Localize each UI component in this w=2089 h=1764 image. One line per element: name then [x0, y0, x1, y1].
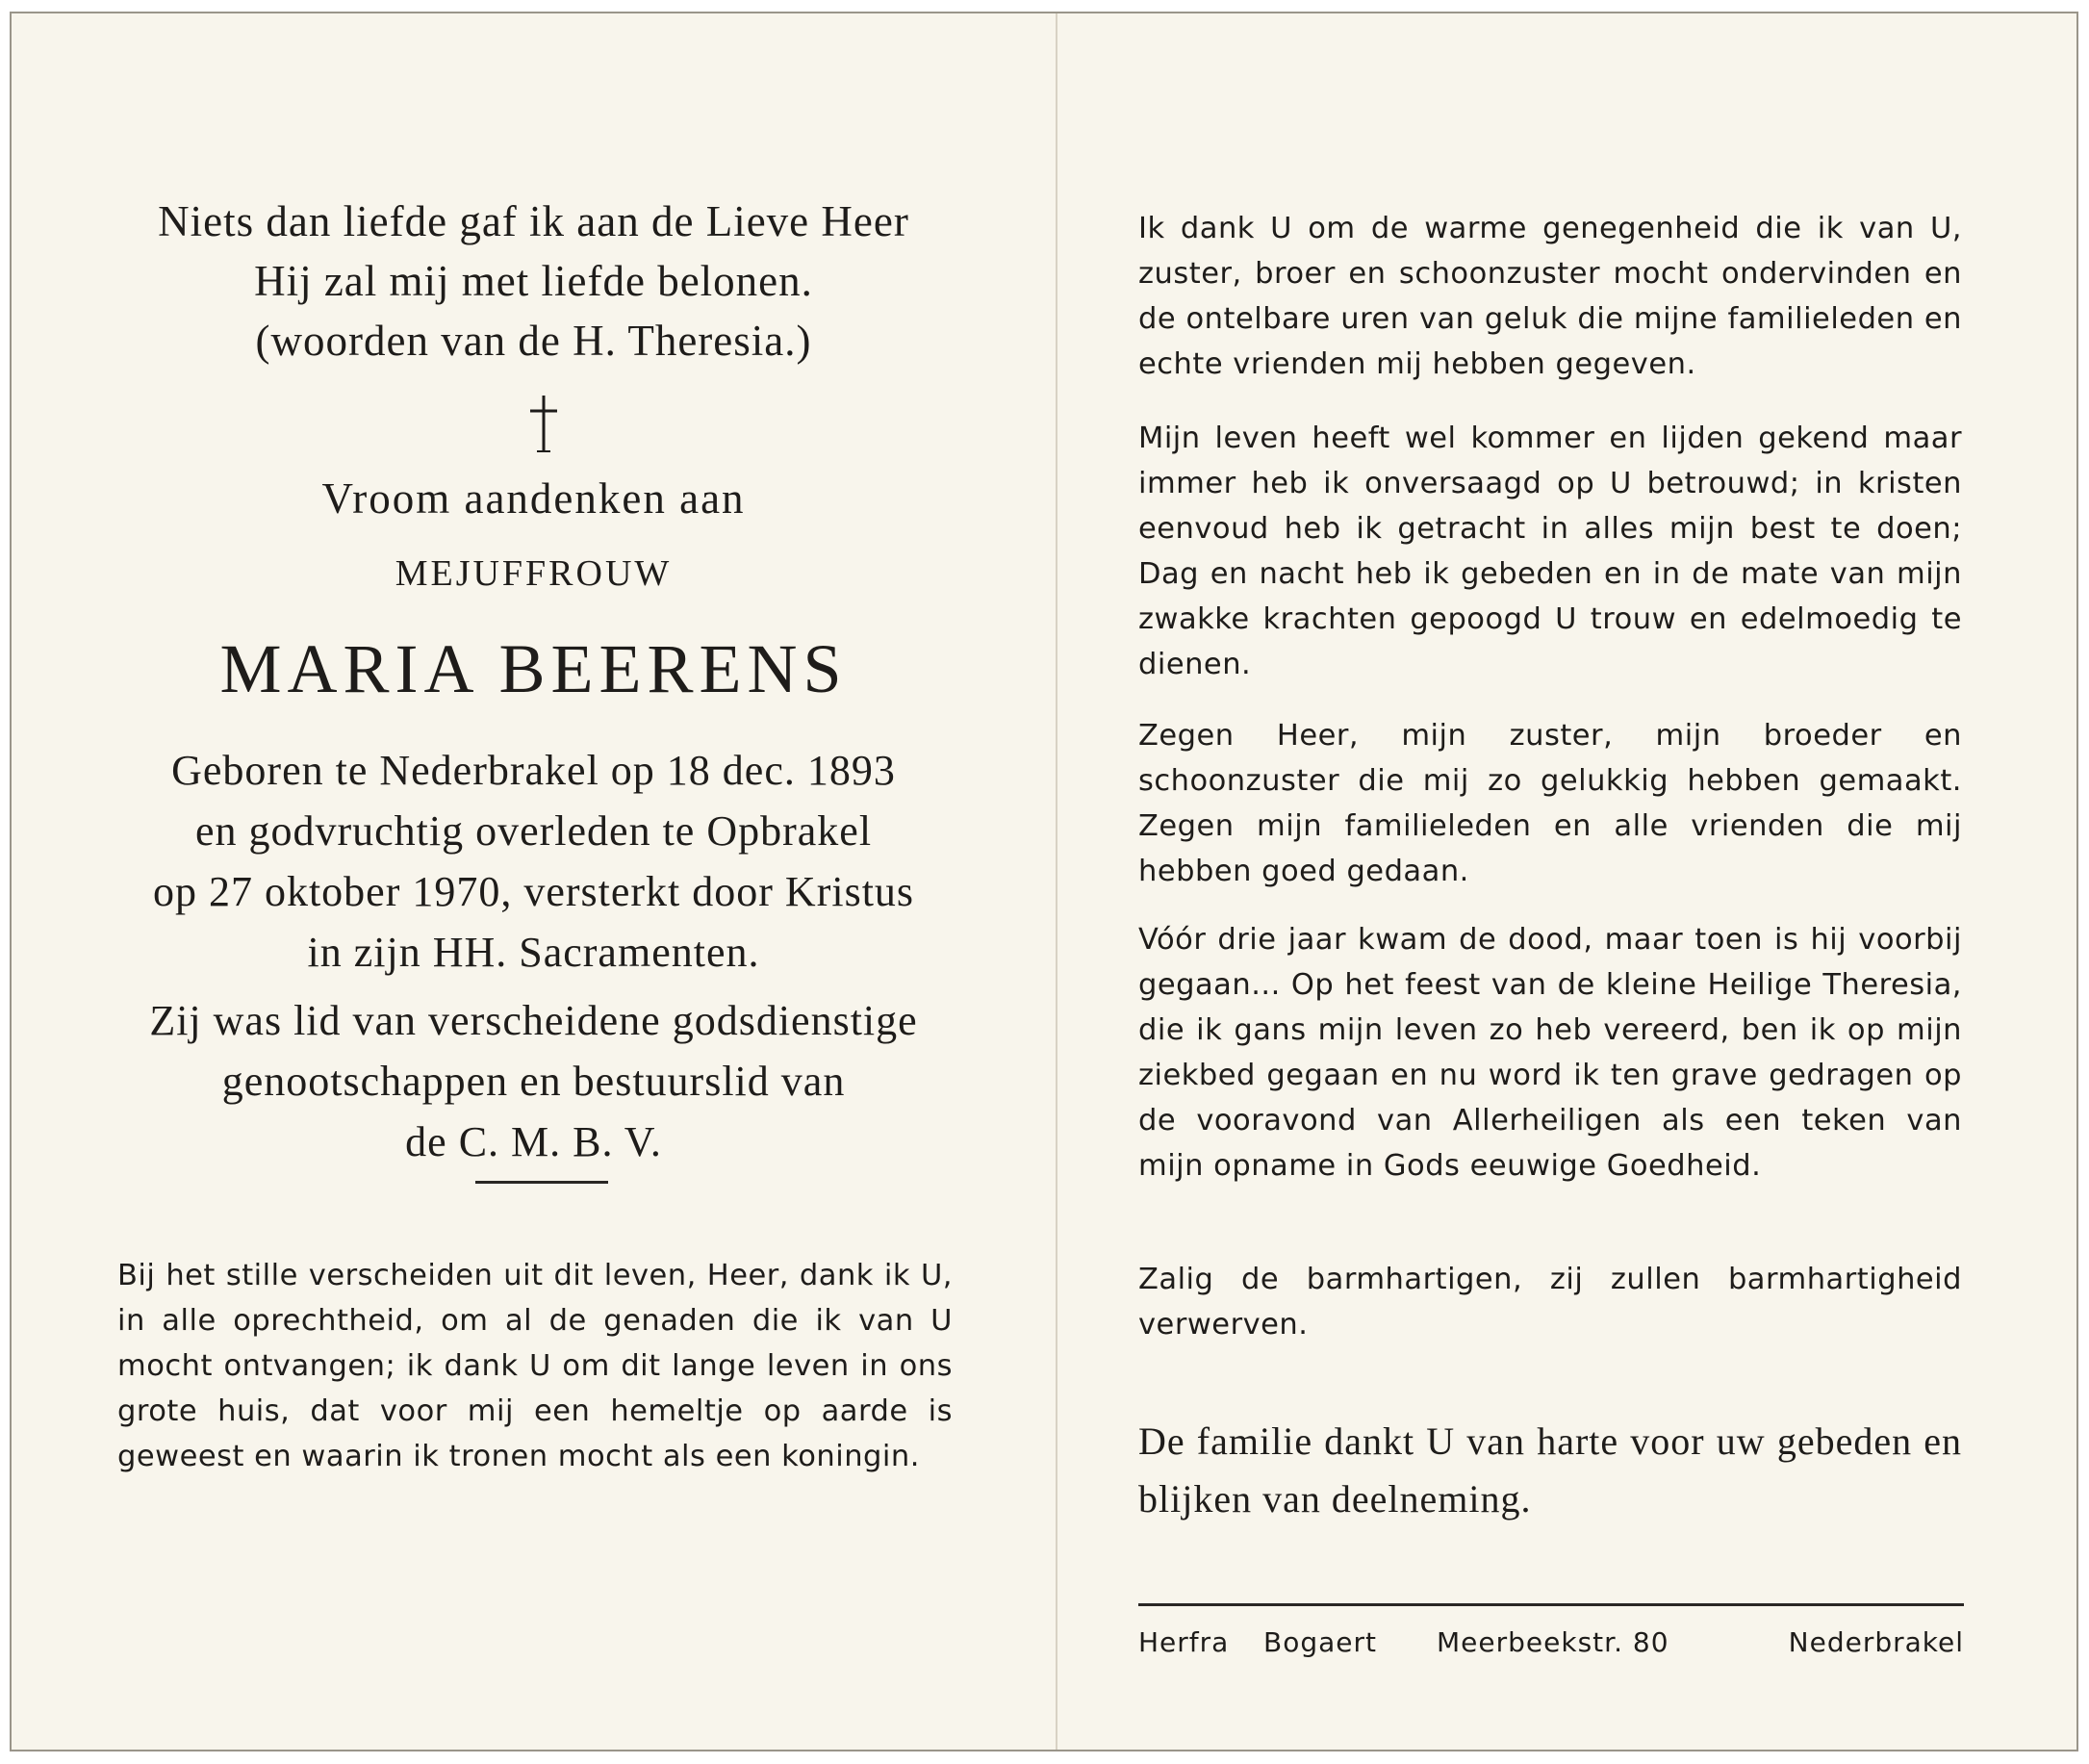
footer-divider	[1138, 1603, 1964, 1606]
birth-death-line: Geboren te Nederbrakel op 18 dec. 1893	[171, 747, 896, 794]
in-memory-line: Vroom aandenken aan	[321, 474, 746, 523]
printer-town: Nederbrakel	[1788, 1626, 1964, 1658]
card-fold	[1056, 13, 1057, 1750]
printer-street: Meerbeekstr. 80	[1437, 1626, 1669, 1658]
divider	[475, 1181, 608, 1184]
verse-line: Niets dan liefde gaf ik aan de Lieve Heer	[158, 197, 909, 245]
paragraph-death: Vóór drie jaar kwam de dood, maar toen is hij voorbij gegaan... Op het feest van de kleine Heilige Theresia, die ik gans mijn leven zo heb vereerd, ben ik op mijn ziekbed gegaan en nu word ik ten grave gedragen op de vooravond van Allerheiligen als een teken van mijn opname in Gods eeuwige Goedheid.	[1138, 923, 1962, 1183]
printer-surname: Bogaert	[1263, 1626, 1377, 1658]
paragraph-life: Mijn leven heeft wel kommer en lijden gekend maar immer heb ik onversaagd op U betrouwd; in kristen eenvoud heb ik getracht in alles mijn best te doen; Dag en nacht heb ik gebeden en in de mate van mijn zwakke krachten gepoogd U trouw en edelmoedig te dienen.	[1138, 422, 1962, 681]
printer-name: Herfra	[1138, 1626, 1230, 1658]
title-word: MEJUFFROUW	[395, 553, 673, 594]
printer-line	[1138, 1626, 1964, 1665]
paragraph-blessing: Zegen Heer, mijn zuster, mijn broeder en schoonzuster die mij zo gelukkig hebben gemaakt. Zegen mijn familieleden en alle vrienden die mij hebben goed gedaan.	[1138, 719, 1962, 888]
memorial-card	[10, 12, 2078, 1751]
prayer-paragraph: Bij het stille verscheiden uit dit leven, Heer, dank ik U, in alle oprechtheid, om al de genaden die ik van U mocht ontvangen; ik dank U om dit lange leven in ons grote huis, dat voor mij een hemeltje op aarde is geweest en waarin ik tronen mocht als een koningin.	[117, 1259, 953, 1473]
family-thanks: De familie dankt U van harte voor uw gebeden en blijken van deelneming.	[1138, 1419, 1962, 1521]
paragraph-gratitude: Ik dank U om de warme genegenheid die ik van U, zuster, broer en schoonzuster mocht ondervinden en de ontelbare uren van geluk die mijne familieleden en echte vrienden mij hebben gegeven.	[1138, 212, 1962, 381]
membership-line: genootschappen en bestuurslid van	[221, 1058, 846, 1105]
verse-line: (woorden van de H. Theresia.)	[255, 317, 812, 365]
paragraph-beatitude: Zalig de barmhartigen, zij zullen barmhartigheid verwerven.	[1138, 1263, 1962, 1342]
membership-line: Zij was lid van verscheidene godsdienstige	[149, 997, 918, 1044]
birth-death-text	[12, 740, 1056, 983]
membership-line: de C. M. B. V.	[405, 1118, 662, 1165]
birth-death-line: op 27 oktober 1970, versterkt door Kristus	[152, 868, 915, 915]
latin-cross-icon	[524, 394, 563, 453]
birth-death-line: in zijn HH. Sacramenten.	[307, 929, 760, 976]
deceased-name: MARIA BEERENS	[219, 630, 848, 707]
birth-death-line: en godvruchtig overleden te Opbrakel	[194, 807, 873, 855]
verse-line: Hij zal mij met liefde belonen.	[254, 257, 813, 305]
verse	[12, 192, 1056, 371]
membership-text	[12, 990, 1056, 1172]
